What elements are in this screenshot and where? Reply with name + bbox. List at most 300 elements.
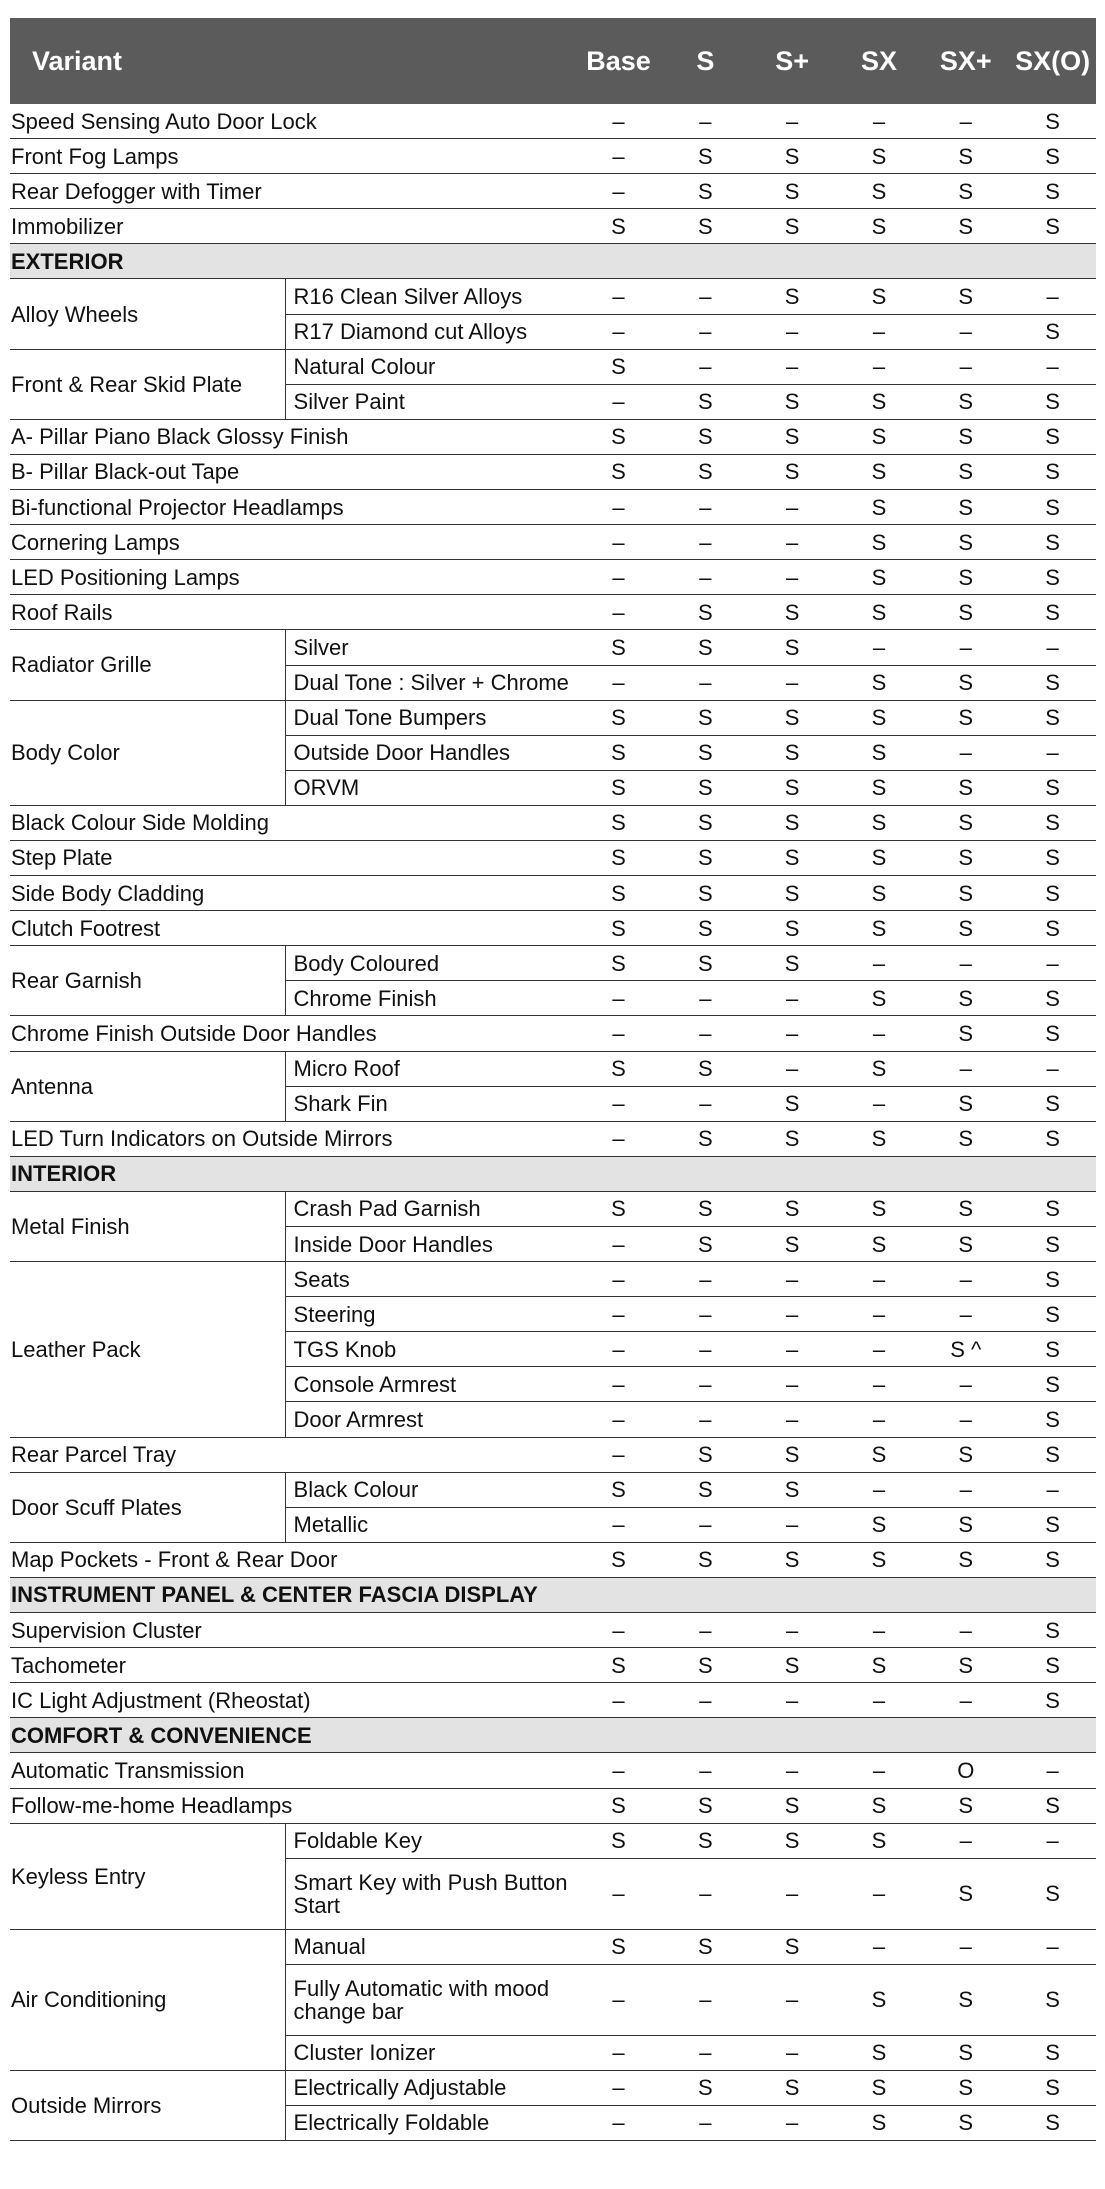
sub-feature-label: Micro Roof xyxy=(285,1051,575,1086)
variant-value-cell: S xyxy=(662,419,749,454)
sub-feature-label: R17 Diamond cut Alloys xyxy=(285,314,575,349)
variant-value-cell: S xyxy=(575,209,662,244)
variant-value-cell: S xyxy=(749,1472,836,1507)
variant-value-cell: – xyxy=(575,1262,662,1297)
variant-value-cell: – xyxy=(662,1964,749,2035)
variant-value-cell: S xyxy=(836,384,923,419)
sub-feature-row xyxy=(10,1823,1096,1858)
variant-value-cell: – xyxy=(575,2105,662,2140)
variant-value-cell: S xyxy=(922,1191,1009,1226)
variant-value-cell: – xyxy=(922,349,1009,384)
variant-value-cell: S xyxy=(575,735,662,770)
variant-value-cell: S xyxy=(1009,1262,1096,1297)
variant-value-cell: S xyxy=(836,419,923,454)
variant-value-cell: – xyxy=(662,1753,749,1788)
variant-value-cell: S xyxy=(836,1648,923,1683)
variant-value-cell: S xyxy=(749,2070,836,2105)
variant-value-cell: S xyxy=(836,911,923,946)
variant-value-cell: – xyxy=(749,2105,836,2140)
variant-value-cell: – xyxy=(922,314,1009,349)
variant-value-cell: S xyxy=(575,1823,662,1858)
feature-group-label: Antenna xyxy=(10,1051,285,1121)
variant-value-cell: S xyxy=(836,1507,923,1542)
variant-value-cell: – xyxy=(575,665,662,700)
feature-row xyxy=(10,1613,1096,1648)
variant-value-cell: S xyxy=(922,805,1009,840)
variant-value-cell: S xyxy=(662,1191,749,1226)
feature-label: LED Positioning Lamps xyxy=(10,560,575,595)
variant-value-cell: S xyxy=(922,665,1009,700)
variant-header-base: Base xyxy=(575,18,662,104)
feature-group-label: Metal Finish xyxy=(10,1191,285,1261)
variant-header-sx: SX xyxy=(836,18,923,104)
variant-value-cell: S xyxy=(1009,1191,1096,1226)
variant-value-cell: S xyxy=(1009,1542,1096,1577)
variant-value-cell: – xyxy=(922,1823,1009,1858)
variant-value-cell: S xyxy=(662,1542,749,1577)
variant-value-cell: S xyxy=(575,1051,662,1086)
feature-label: Bi-functional Projector Headlamps xyxy=(10,490,575,525)
variant-value-cell: S xyxy=(575,911,662,946)
feature-group-label: Air Conditioning xyxy=(10,1929,285,2070)
variant-value-cell: – xyxy=(749,665,836,700)
variant-value-cell: – xyxy=(922,1683,1009,1718)
feature-label: Automatic Transmission xyxy=(10,1753,575,1788)
variant-value-cell: – xyxy=(662,1016,749,1051)
variant-value-cell: S xyxy=(922,384,1009,419)
feature-row xyxy=(10,1437,1096,1472)
variant-value-cell: – xyxy=(749,314,836,349)
variant-value-cell: – xyxy=(836,1086,923,1121)
variant-value-cell: S xyxy=(1009,1858,1096,1929)
variant-value-cell: – xyxy=(922,735,1009,770)
variant-value-cell: – xyxy=(836,1472,923,1507)
feature-label: Side Body Cladding xyxy=(10,876,575,911)
variant-value-cell: – xyxy=(575,1964,662,2035)
variant-value-cell: – xyxy=(575,490,662,525)
variant-value-cell: – xyxy=(836,1753,923,1788)
variant-value-cell: S xyxy=(662,630,749,665)
variant-value-cell: – xyxy=(836,314,923,349)
variant-value-cell: S xyxy=(749,1929,836,1964)
sub-feature-label: Cluster Ionizer xyxy=(285,2035,575,2070)
variant-value-cell: – xyxy=(662,1507,749,1542)
variant-value-cell: – xyxy=(662,1332,749,1367)
variant-value-cell: S xyxy=(836,1964,923,2035)
variant-value-cell: S xyxy=(1009,1227,1096,1262)
variant-value-cell: S xyxy=(575,770,662,805)
variant-value-cell: – xyxy=(836,630,923,665)
variant-value-cell: S xyxy=(1009,665,1096,700)
variant-value-cell: – xyxy=(575,384,662,419)
variant-value-cell: – xyxy=(922,1262,1009,1297)
variant-value-cell: S xyxy=(1009,700,1096,735)
variant-value-cell: S xyxy=(662,735,749,770)
variant-value-cell: S xyxy=(922,2105,1009,2140)
variant-value-cell: S xyxy=(1009,911,1096,946)
variant-value-cell: S xyxy=(1009,525,1096,560)
variant-value-cell: S xyxy=(662,1823,749,1858)
variant-value-cell: – xyxy=(749,490,836,525)
feature-label: Roof Rails xyxy=(10,595,575,630)
variant-value-cell: – xyxy=(662,1367,749,1402)
feature-label: Black Colour Side Molding xyxy=(10,805,575,840)
variant-value-cell: S xyxy=(922,174,1009,209)
variant-value-cell: S xyxy=(662,1121,749,1156)
variant-value-cell: S xyxy=(749,384,836,419)
feature-row xyxy=(10,139,1096,174)
feature-label: Map Pockets - Front & Rear Door xyxy=(10,1542,575,1577)
variant-value-cell: S xyxy=(575,454,662,489)
variant-header-s-plus: S+ xyxy=(749,18,836,104)
variant-value-cell: S xyxy=(836,1191,923,1226)
sub-feature-row xyxy=(10,2070,1096,2105)
variant-value-cell: S xyxy=(1009,490,1096,525)
variant-value-cell: – xyxy=(575,1402,662,1437)
variant-value-cell: S xyxy=(749,911,836,946)
variant-value-cell: – xyxy=(836,1367,923,1402)
variant-value-cell: S xyxy=(836,525,923,560)
variant-value-cell: S xyxy=(575,419,662,454)
feature-label: Tachometer xyxy=(10,1648,575,1683)
sub-feature-row xyxy=(10,1191,1096,1226)
sub-feature-label: Foldable Key xyxy=(285,1823,575,1858)
section-title: COMFORT & CONVENIENCE xyxy=(10,1718,1096,1753)
variant-value-cell: – xyxy=(575,1297,662,1332)
variant-value-cell: – xyxy=(575,139,662,174)
variant-value-cell: S xyxy=(836,1823,923,1858)
sub-feature-label: Electrically Foldable xyxy=(285,2105,575,2140)
variant-value-cell: S xyxy=(749,139,836,174)
variant-value-cell: S ^ xyxy=(922,1332,1009,1367)
feature-group-label: Outside Mirrors xyxy=(10,2070,285,2140)
variant-value-cell: S xyxy=(922,1964,1009,2035)
variant-value-cell: S xyxy=(1009,454,1096,489)
variant-value-cell: S xyxy=(749,840,836,875)
sub-feature-label: Inside Door Handles xyxy=(285,1227,575,1262)
sub-feature-label: Black Colour xyxy=(285,1472,575,1507)
variant-value-cell: S xyxy=(1009,314,1096,349)
variant-value-cell: S xyxy=(922,490,1009,525)
variant-value-cell: S xyxy=(575,946,662,981)
variant-value-cell: S xyxy=(836,139,923,174)
variant-value-cell: S xyxy=(662,805,749,840)
variant-value-cell: S xyxy=(836,595,923,630)
sub-feature-label: Crash Pad Garnish xyxy=(285,1191,575,1226)
variant-value-cell: S xyxy=(922,1788,1009,1823)
variant-value-cell: – xyxy=(749,1964,836,2035)
sub-feature-label: Fully Automatic with mood change bar xyxy=(285,1964,575,2035)
feature-label: Supervision Cluster xyxy=(10,1613,575,1648)
variant-value-cell: S xyxy=(836,454,923,489)
feature-label: B- Pillar Black-out Tape xyxy=(10,454,575,489)
feature-group-label: Leather Pack xyxy=(10,1262,285,1437)
variant-value-cell: S xyxy=(749,279,836,314)
sub-feature-label: R16 Clean Silver Alloys xyxy=(285,279,575,314)
variant-value-cell: – xyxy=(662,1683,749,1718)
sub-feature-row xyxy=(10,946,1096,981)
variant-value-cell: S xyxy=(922,1507,1009,1542)
variant-value-cell: S xyxy=(749,595,836,630)
variant-value-cell: – xyxy=(662,665,749,700)
variant-value-cell: – xyxy=(749,1262,836,1297)
variant-value-cell: S xyxy=(662,1788,749,1823)
variant-value-cell: – xyxy=(1009,630,1096,665)
variant-value-cell: S xyxy=(1009,981,1096,1016)
variant-value-cell: S xyxy=(749,735,836,770)
variant-value-cell: – xyxy=(662,1262,749,1297)
variant-value-cell: S xyxy=(836,1121,923,1156)
variant-value-cell: S xyxy=(922,279,1009,314)
variant-value-cell: – xyxy=(749,981,836,1016)
sub-feature-label: Metallic xyxy=(285,1507,575,1542)
variant-value-cell: S xyxy=(1009,1086,1096,1121)
sub-feature-label: Chrome Finish xyxy=(285,981,575,1016)
variant-value-cell: – xyxy=(922,1297,1009,1332)
variant-value-cell: S xyxy=(922,454,1009,489)
variant-value-cell: S xyxy=(922,2035,1009,2070)
variant-value-cell: S xyxy=(836,490,923,525)
variant-value-cell: – xyxy=(836,946,923,981)
variant-value-cell: S xyxy=(749,419,836,454)
variant-value-cell: – xyxy=(662,279,749,314)
variant-value-cell: – xyxy=(749,1613,836,1648)
variant-value-cell: S xyxy=(1009,805,1096,840)
sub-feature-label: Electrically Adjustable xyxy=(285,2070,575,2105)
variant-value-cell: S xyxy=(662,139,749,174)
variant-value-cell: – xyxy=(575,1016,662,1051)
variant-value-cell: – xyxy=(836,1613,923,1648)
table-header xyxy=(10,18,1096,104)
variant-value-cell: – xyxy=(749,1753,836,1788)
variant-value-cell: – xyxy=(575,1332,662,1367)
variant-value-cell: S xyxy=(1009,384,1096,419)
spec-table xyxy=(10,18,1096,2141)
variant-value-cell: – xyxy=(575,981,662,1016)
variant-value-cell: S xyxy=(662,1437,749,1472)
variant-value-cell: – xyxy=(922,946,1009,981)
variant-value-cell: S xyxy=(922,209,1009,244)
feature-label: LED Turn Indicators on Outside Mirrors xyxy=(10,1121,575,1156)
feature-group-label: Keyless Entry xyxy=(10,1823,285,1929)
variant-value-cell: S xyxy=(922,1648,1009,1683)
variant-value-cell: – xyxy=(662,1613,749,1648)
variant-value-cell: S xyxy=(1009,1332,1096,1367)
section-header-row xyxy=(10,1718,1096,1753)
feature-row xyxy=(10,560,1096,595)
sub-feature-label: Dual Tone Bumpers xyxy=(285,700,575,735)
variant-value-cell: – xyxy=(575,2070,662,2105)
variant-value-cell: S xyxy=(1009,1788,1096,1823)
variant-value-cell: – xyxy=(922,1402,1009,1437)
variant-value-cell: S xyxy=(575,349,662,384)
variant-value-cell: S xyxy=(1009,1683,1096,1718)
variant-value-cell: – xyxy=(749,1016,836,1051)
variant-value-cell: S xyxy=(1009,1964,1096,2035)
variant-value-cell: S xyxy=(922,2070,1009,2105)
variant-value-cell: S xyxy=(836,981,923,1016)
variant-value-cell: S xyxy=(836,1788,923,1823)
variant-value-cell: S xyxy=(1009,1121,1096,1156)
variant-value-cell: S xyxy=(922,1437,1009,1472)
variant-value-cell: – xyxy=(575,2035,662,2070)
variant-value-cell: S xyxy=(836,2105,923,2140)
feature-row xyxy=(10,840,1096,875)
variant-value-cell: S xyxy=(836,1051,923,1086)
variant-value-cell: S xyxy=(662,595,749,630)
feature-row xyxy=(10,1788,1096,1823)
variant-value-cell: S xyxy=(575,700,662,735)
variant-value-cell: – xyxy=(749,2035,836,2070)
variant-value-cell: – xyxy=(922,630,1009,665)
variant-value-cell: S xyxy=(575,630,662,665)
variant-value-cell: – xyxy=(749,1332,836,1367)
variant-value-cell: – xyxy=(662,525,749,560)
variant-value-cell: – xyxy=(836,1016,923,1051)
variant-value-cell: S xyxy=(749,946,836,981)
sub-feature-row xyxy=(10,279,1096,314)
variant-value-cell: S xyxy=(1009,595,1096,630)
variant-value-cell: – xyxy=(575,279,662,314)
feature-row xyxy=(10,911,1096,946)
variant-value-cell: S xyxy=(922,700,1009,735)
sub-feature-row xyxy=(10,1929,1096,1964)
feature-label: Rear Parcel Tray xyxy=(10,1437,575,1472)
variant-value-cell: O xyxy=(922,1753,1009,1788)
variant-value-cell: S xyxy=(836,1542,923,1577)
variant-value-cell: S xyxy=(836,700,923,735)
variant-value-cell: S xyxy=(749,174,836,209)
variant-value-cell: – xyxy=(1009,946,1096,981)
sub-feature-label: Natural Colour xyxy=(285,349,575,384)
variant-value-cell: – xyxy=(575,1858,662,1929)
variant-value-cell: S xyxy=(922,419,1009,454)
variant-value-cell: – xyxy=(662,1858,749,1929)
feature-row xyxy=(10,876,1096,911)
variant-value-cell: – xyxy=(749,104,836,139)
variant-value-cell: – xyxy=(662,1297,749,1332)
variant-value-cell: S xyxy=(836,805,923,840)
variant-value-cell: S xyxy=(575,1472,662,1507)
variant-value-cell: S xyxy=(575,840,662,875)
variant-value-cell: – xyxy=(922,1929,1009,1964)
variant-value-cell: S xyxy=(922,1121,1009,1156)
variant-value-cell: – xyxy=(749,1367,836,1402)
sub-feature-label: Door Armrest xyxy=(285,1402,575,1437)
variant-value-cell: S xyxy=(749,1437,836,1472)
feature-label: Front Fog Lamps xyxy=(10,139,575,174)
sub-feature-row xyxy=(10,700,1096,735)
variant-value-cell: – xyxy=(922,1051,1009,1086)
variant-value-cell: S xyxy=(922,1858,1009,1929)
feature-group-label: Body Color xyxy=(10,700,285,805)
variant-value-cell: – xyxy=(662,560,749,595)
variant-value-cell: – xyxy=(836,1929,923,1964)
variant-value-cell: S xyxy=(662,840,749,875)
variant-value-cell: S xyxy=(836,2035,923,2070)
variant-value-cell: S xyxy=(662,384,749,419)
variant-value-cell: – xyxy=(1009,279,1096,314)
sub-feature-label: Outside Door Handles xyxy=(285,735,575,770)
feature-label: Immobilizer xyxy=(10,209,575,244)
variant-value-cell: S xyxy=(662,1929,749,1964)
variant-value-cell: – xyxy=(575,1507,662,1542)
feature-row xyxy=(10,805,1096,840)
variant-value-cell: S xyxy=(922,595,1009,630)
variant-value-cell: S xyxy=(836,174,923,209)
feature-label: Rear Defogger with Timer xyxy=(10,174,575,209)
variant-value-cell: S xyxy=(662,1472,749,1507)
variant-value-cell: – xyxy=(575,1613,662,1648)
sub-feature-label: Steering xyxy=(285,1297,575,1332)
variant-value-cell: S xyxy=(1009,1507,1096,1542)
section-title: INTERIOR xyxy=(10,1156,1096,1191)
variant-value-cell: S xyxy=(922,840,1009,875)
variant-value-cell: S xyxy=(575,1191,662,1226)
variant-value-cell: – xyxy=(749,1683,836,1718)
variant-value-cell: – xyxy=(836,1332,923,1367)
variant-value-cell: S xyxy=(662,1051,749,1086)
variant-value-cell: S xyxy=(922,1227,1009,1262)
variant-value-cell: – xyxy=(575,1086,662,1121)
variant-value-cell: S xyxy=(836,770,923,805)
variant-value-cell: S xyxy=(922,981,1009,1016)
variant-value-cell: S xyxy=(662,876,749,911)
section-header-row xyxy=(10,1577,1096,1612)
variant-header-sx-o: SX(O) xyxy=(1009,18,1096,104)
variant-value-cell: S xyxy=(662,1648,749,1683)
variant-value-cell: – xyxy=(749,1507,836,1542)
variant-value-cell: – xyxy=(749,1858,836,1929)
variant-value-cell: – xyxy=(575,104,662,139)
sub-feature-label: Shark Fin xyxy=(285,1086,575,1121)
variant-value-cell: – xyxy=(749,560,836,595)
variant-value-cell: S xyxy=(1009,2035,1096,2070)
feature-label: A- Pillar Piano Black Glossy Finish xyxy=(10,419,575,454)
feature-label: IC Light Adjustment (Rheostat) xyxy=(10,1683,575,1718)
variant-value-cell: – xyxy=(836,104,923,139)
variant-value-cell: – xyxy=(749,1051,836,1086)
sub-feature-label: TGS Knob xyxy=(285,1332,575,1367)
variant-value-cell: S xyxy=(922,911,1009,946)
feature-group-label: Alloy Wheels xyxy=(10,279,285,349)
sub-feature-label: Silver Paint xyxy=(285,384,575,419)
variant-value-cell: S xyxy=(836,665,923,700)
sub-feature-label: Dual Tone : Silver + Chrome xyxy=(285,665,575,700)
variant-value-cell: S xyxy=(662,770,749,805)
variant-header-s: S xyxy=(662,18,749,104)
variant-value-cell: S xyxy=(575,1648,662,1683)
feature-group-label: Front & Rear Skid Plate xyxy=(10,349,285,419)
variant-value-cell: S xyxy=(1009,1648,1096,1683)
sub-feature-row xyxy=(10,349,1096,384)
variant-value-cell: S xyxy=(1009,1367,1096,1402)
variant-value-cell: S xyxy=(922,1542,1009,1577)
variant-value-cell: S xyxy=(749,770,836,805)
variant-value-cell: S xyxy=(662,2070,749,2105)
sub-feature-label: Console Armrest xyxy=(285,1367,575,1402)
variant-value-cell: S xyxy=(662,454,749,489)
sub-feature-label: Body Coloured xyxy=(285,946,575,981)
variant-value-cell: S xyxy=(922,1086,1009,1121)
variant-value-cell: S xyxy=(749,1788,836,1823)
variant-value-cell: – xyxy=(575,525,662,560)
feature-label: Speed Sensing Auto Door Lock xyxy=(10,104,575,139)
variant-value-cell: – xyxy=(1009,1051,1096,1086)
variant-value-cell: – xyxy=(1009,1929,1096,1964)
variant-value-cell: – xyxy=(575,1437,662,1472)
variant-value-cell: S xyxy=(749,1121,836,1156)
